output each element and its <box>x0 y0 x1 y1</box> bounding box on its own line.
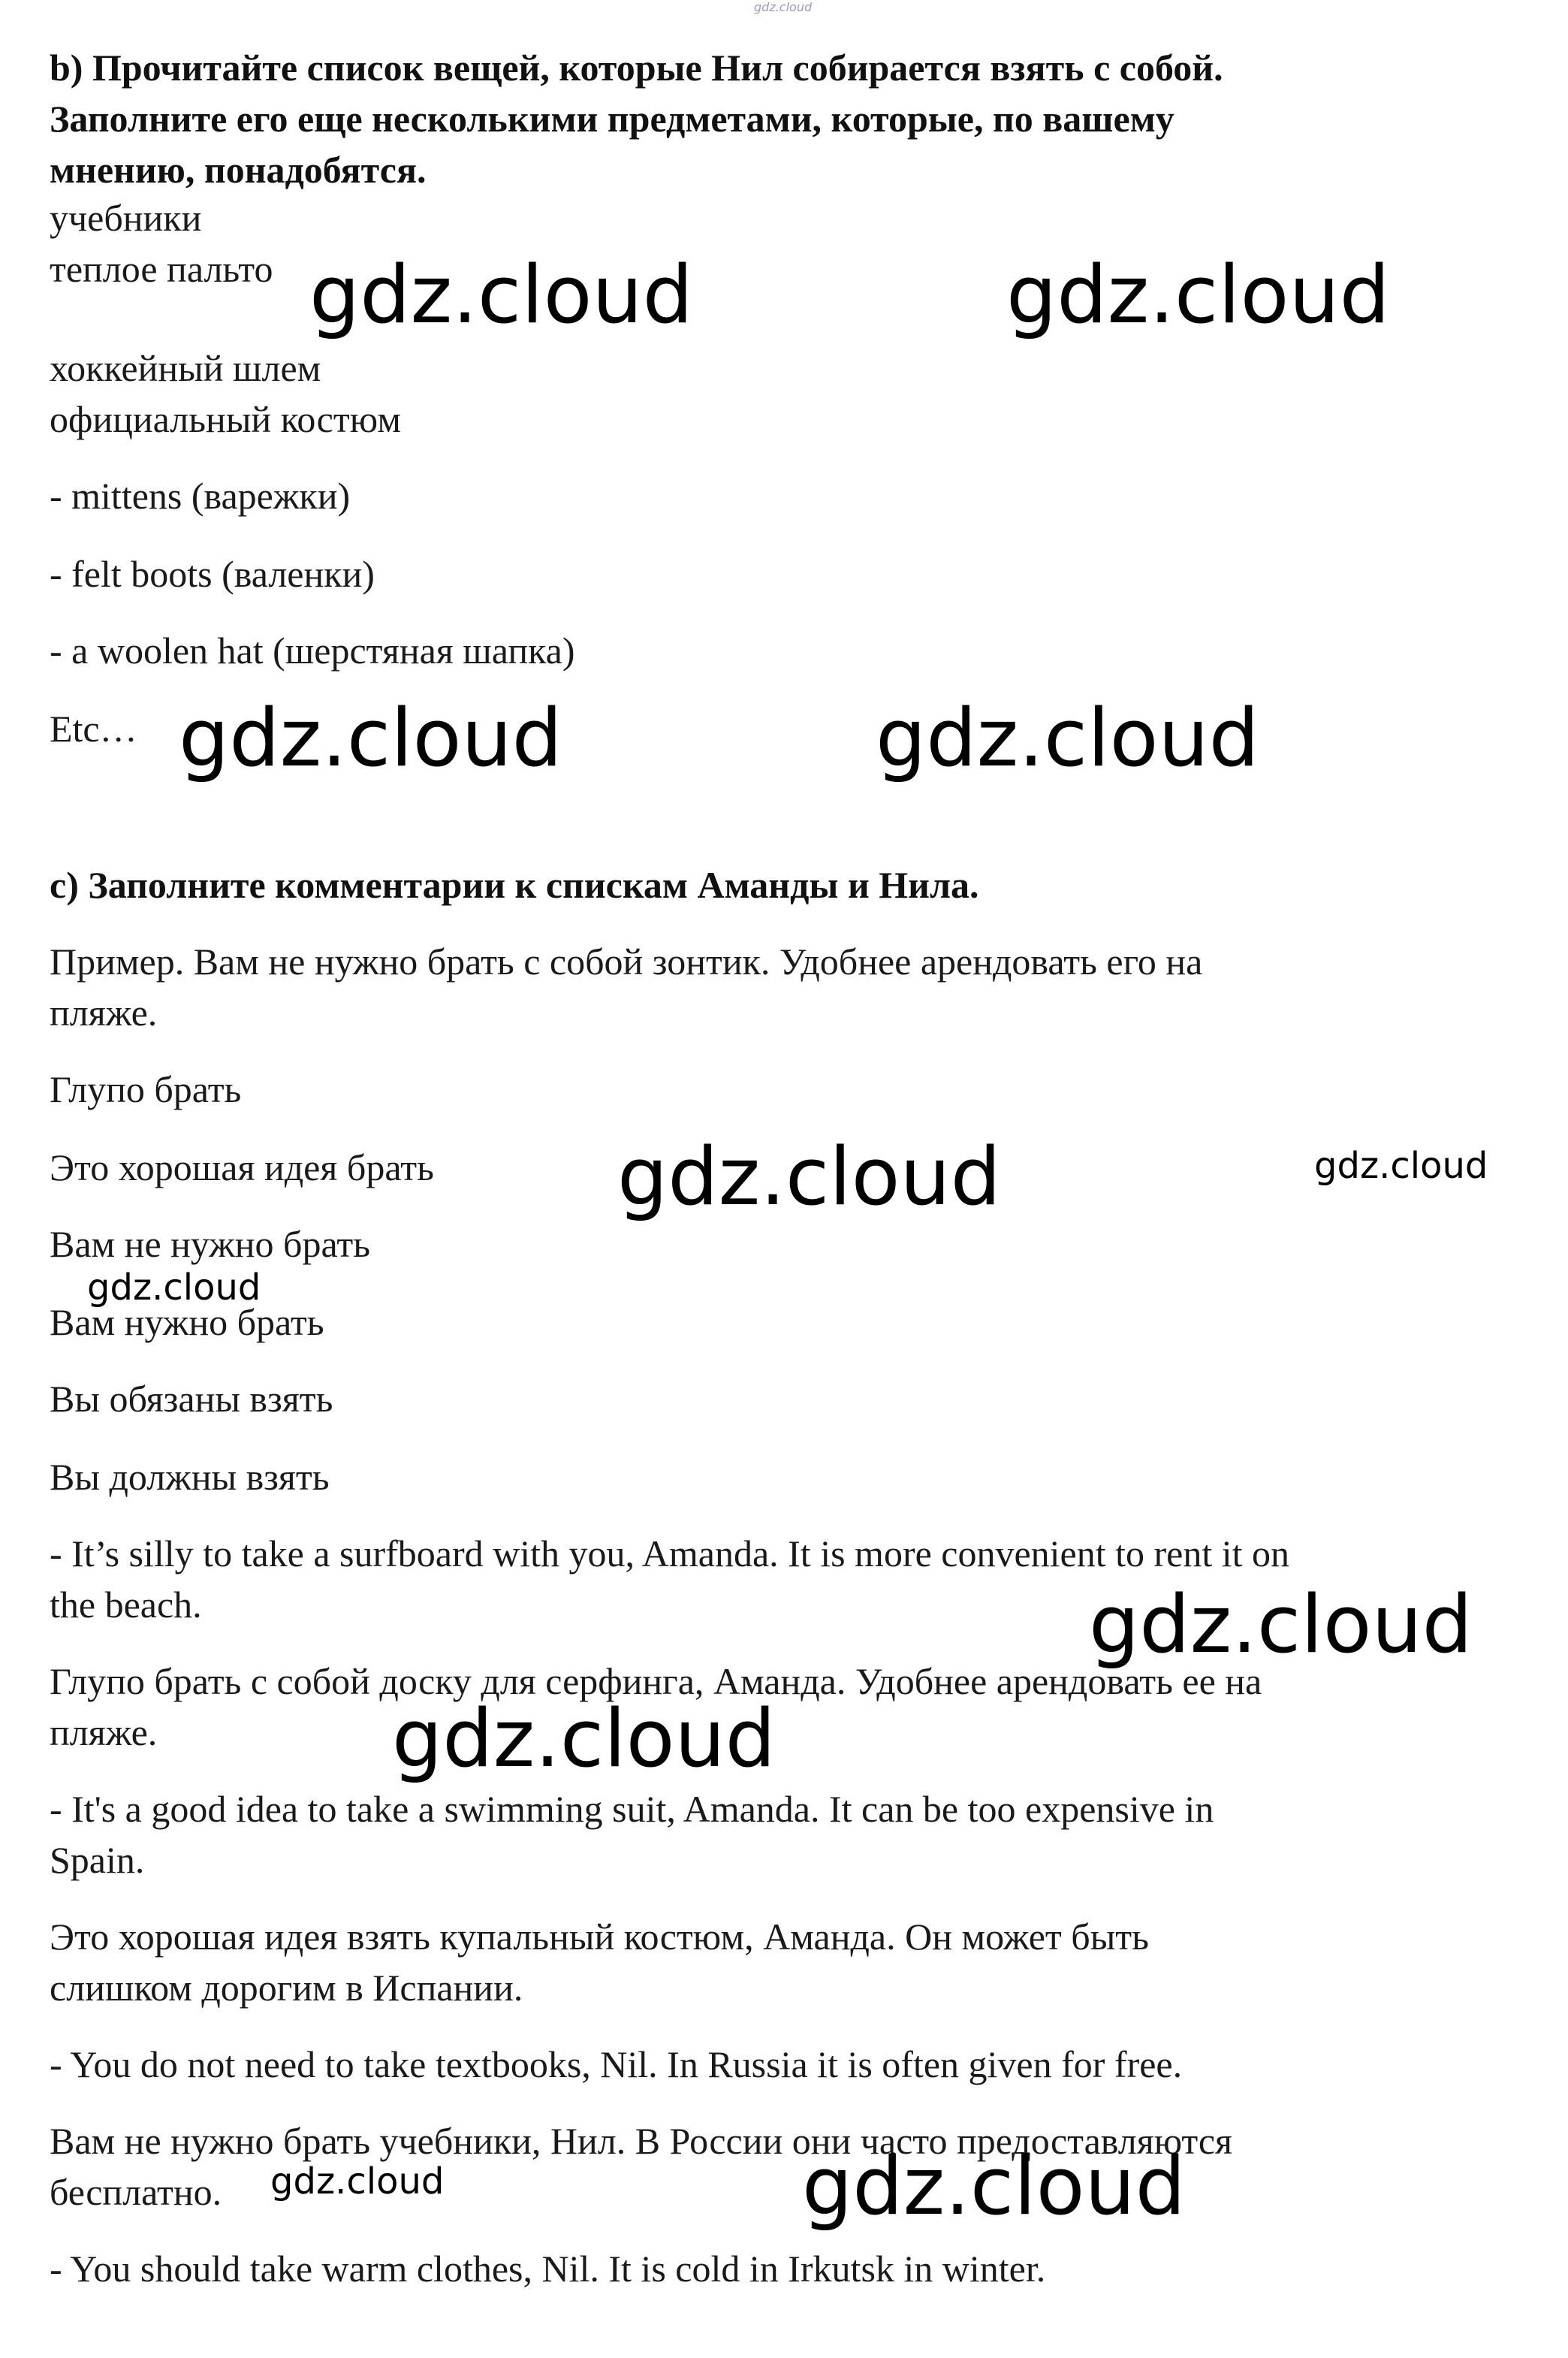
etc-text: Etc… <box>50 708 137 750</box>
phrase-item: Вы должны взять <box>50 1456 330 1498</box>
answer-en-3: - You do not need to take textbooks, Nil. In Russia it is often given for free. <box>50 2043 1183 2085</box>
watermark: gdz.cloud <box>392 1692 776 1785</box>
given-item: хоккейный шлем <box>50 347 321 389</box>
given-item: официальный костюм <box>50 398 402 440</box>
section-c-heading: c) Заполните комментарии к спискам Аманды и Нила. <box>50 864 979 906</box>
watermark: gdz.cloud <box>87 1267 261 1309</box>
example-line-1: Пример. Вам не нужно брать с собой зонтик. Удобнее арендовать его на <box>50 940 1203 983</box>
phrase-item: Вам не нужно брать <box>50 1223 371 1265</box>
phrase-item: Вам нужно брать <box>50 1301 324 1343</box>
phrase-item: Это хорошая идея брать <box>50 1146 434 1188</box>
answer-en-1-line-1: - It’s silly to take a surfboard with you, Amanda. It is more convenient to rent it on <box>50 1532 1290 1575</box>
answer-ru-1-line-1: Глупо брать с собой доску для серфинга, Аманда. Удобнее арендовать ее на <box>50 1660 1262 1702</box>
section-b-heading-line-3: мнению, понадобятся. <box>50 149 427 191</box>
answer-ru-3-line-2: бесплатно. <box>50 2171 222 2213</box>
watermark: gdz.cloud <box>617 1131 1001 1223</box>
answer-en-2-line-2: Spain. <box>50 1839 145 1881</box>
phrase-item: Глупо брать <box>50 1068 242 1110</box>
given-item: теплое пальто <box>50 248 273 290</box>
added-item: - a woolen hat (шерстяная шапка) <box>50 630 575 672</box>
section-b-heading-line-2: Заполните его еще несколькими предметами, которые, по вашему <box>50 98 1174 140</box>
watermark: gdz.cloud <box>876 692 1259 784</box>
answer-ru-1-line-2: пляже. <box>50 1711 158 1753</box>
answer-ru-2-line-1: Это хорошая идея взять купальный костюм, Аманда. Он может быть <box>50 1916 1149 1958</box>
watermark: gdz.cloud <box>1314 1145 1488 1187</box>
given-item: учебники <box>50 197 202 239</box>
watermark: gdz.cloud <box>179 692 562 784</box>
answer-ru-3-line-1: Вам не нужно брать учебники, Нил. В России они часто предоставляются <box>50 2120 1233 2162</box>
watermark: gdz.cloud <box>309 249 693 341</box>
answer-ru-2-line-2: слишком дорогим в Испании. <box>50 1967 523 2009</box>
answer-en-2-line-1: - It's a good idea to take a swimming suit, Amanda. It can be too expensive in <box>50 1788 1214 1830</box>
watermark: gdz.cloud <box>1089 1578 1473 1671</box>
watermark: gdz.cloud <box>1006 249 1390 341</box>
added-item: - felt boots (валенки) <box>50 553 375 595</box>
watermark: gdz.cloud <box>270 2160 445 2203</box>
added-item: - mittens (варежки) <box>50 475 351 517</box>
section-b-heading-line-1: b) Прочитайте список вещей, которые Нил собирается взять с собой. <box>50 47 1223 89</box>
answer-en-4: - You should take warm clothes, Nil. It is cold in Irkutsk in winter. <box>50 2248 1046 2290</box>
answer-en-1-line-2: the beach. <box>50 1584 202 1626</box>
phrase-item: Вы обязаны взять <box>50 1378 333 1420</box>
example-line-2: пляже. <box>50 992 158 1034</box>
watermark: gdz.cloud <box>802 2140 1186 2233</box>
watermark-top: gdz.cloud <box>754 0 813 14</box>
